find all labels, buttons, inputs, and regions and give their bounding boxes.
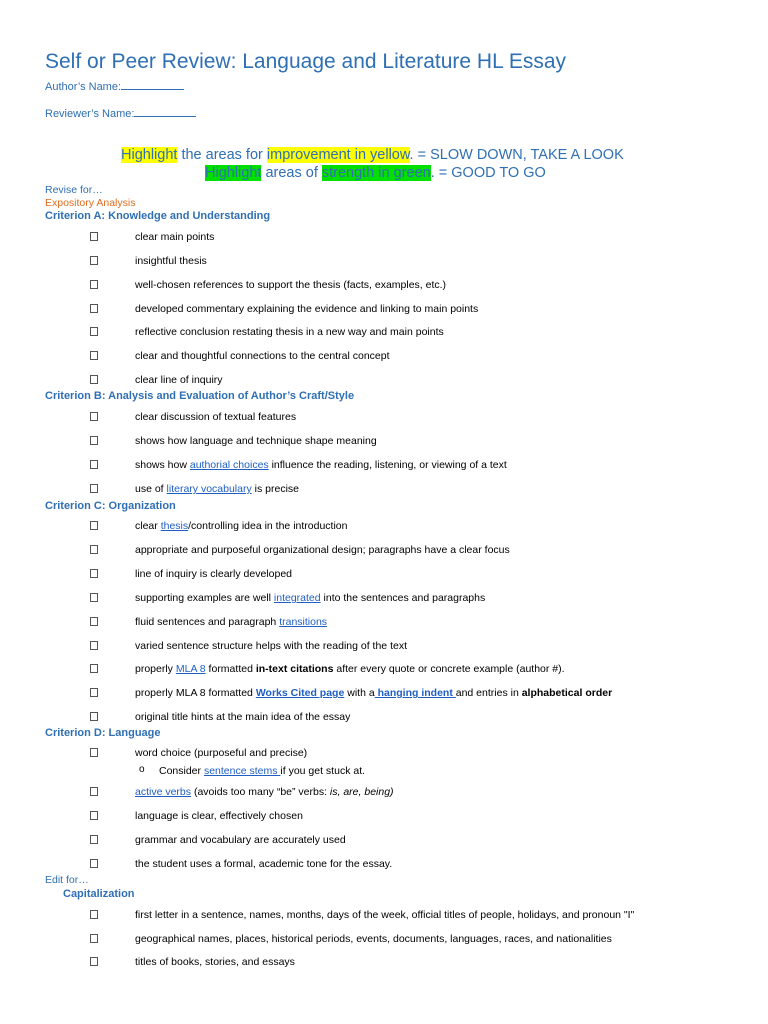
checkbox-icon[interactable]: [90, 748, 98, 757]
list-item: [135, 459, 507, 471]
checkbox-icon[interactable]: [90, 545, 98, 554]
checkbox-icon[interactable]: [90, 256, 98, 265]
item-text: shows how: [135, 459, 190, 471]
list-item: grammar and vocabulary are accurately used: [135, 834, 346, 846]
checkbox-icon[interactable]: [90, 232, 98, 241]
circle-bullet-icon: o: [139, 764, 145, 775]
checkbox-icon[interactable]: [90, 484, 98, 493]
list-item: [135, 786, 394, 798]
alphabetical-order-bold: alphabetical order: [521, 687, 613, 699]
list-item: clear and thoughtful connections to the central concept: [135, 350, 390, 362]
author-name-field: [45, 78, 184, 93]
sentence-stems-link[interactable]: sentence stems: [203, 765, 281, 777]
reviewer-name-field: [45, 105, 196, 120]
instruction-green: [205, 165, 546, 181]
checkbox-icon[interactable]: [90, 641, 98, 650]
yellow-highlight-text: improvement in yellow: [266, 147, 410, 163]
checkbox-icon[interactable]: [90, 460, 98, 469]
criterion-a-heading: Criterion A: Knowledge and Understanding: [45, 210, 271, 222]
transitions-link[interactable]: transitions: [279, 616, 328, 628]
author-name-label: Author’s Name:: [45, 81, 122, 93]
instruction-text: . = GOOD TO GO: [430, 165, 546, 181]
in-text-citations-bold: in-text citations: [255, 663, 334, 675]
checkbox-icon[interactable]: [90, 835, 98, 844]
criterion-d-heading: Criterion D: Language: [45, 727, 161, 739]
criterion-c-heading: Criterion C: Organization: [45, 500, 176, 512]
list-item: clear discussion of textual features: [135, 411, 297, 423]
checkbox-icon[interactable]: [90, 521, 98, 530]
item-text: into the sentences and paragraphs: [320, 592, 486, 604]
item-text: use of: [135, 483, 167, 495]
instruction-text: areas of: [261, 165, 322, 181]
hanging-indent-link[interactable]: hanging indent: [374, 687, 456, 699]
item-text: influence the reading, listening, or viewing of a text: [268, 459, 507, 471]
list-item: titles of books, stories, and essays: [135, 956, 295, 968]
list-item: [135, 483, 299, 495]
instruction-text: . = SLOW DOWN, TAKE A LOOK: [409, 147, 624, 163]
checkbox-icon[interactable]: [90, 712, 98, 721]
list-item: original title hints at the main idea of the essay: [135, 711, 351, 723]
list-item: [135, 663, 565, 675]
list-item: insightful thesis: [135, 255, 207, 267]
checkbox-icon[interactable]: [90, 811, 98, 820]
checkbox-icon[interactable]: [90, 569, 98, 578]
checkbox-icon[interactable]: [90, 617, 98, 626]
checkbox-icon[interactable]: [90, 934, 98, 943]
list-item: [135, 592, 485, 604]
checkbox-icon[interactable]: [90, 412, 98, 421]
green-highlight-text: strength in green: [321, 165, 431, 181]
item-text: clear: [135, 520, 161, 532]
author-name-blank: [121, 78, 184, 90]
item-text: is precise: [251, 483, 299, 495]
list-item: [135, 520, 347, 532]
checkbox-icon[interactable]: [90, 910, 98, 919]
integrated-link[interactable]: integrated: [273, 592, 321, 604]
works-cited-link[interactable]: Works Cited page: [255, 687, 345, 699]
highlight-word: Highlight: [121, 147, 178, 163]
checkbox-icon[interactable]: [90, 436, 98, 445]
checkbox-icon[interactable]: [90, 688, 98, 697]
checkbox-icon[interactable]: [90, 787, 98, 796]
list-item: appropriate and purposeful organizational design; paragraphs have a clear focus: [135, 544, 510, 556]
checkbox-icon[interactable]: [90, 957, 98, 966]
checkbox-icon[interactable]: [90, 859, 98, 868]
item-text: and entries in: [455, 687, 522, 699]
list-item: clear line of inquiry: [135, 374, 223, 386]
item-text: formatted: [205, 663, 256, 675]
list-item: clear main points: [135, 231, 215, 243]
instruction-yellow: [121, 147, 624, 163]
page-title: Self or Peer Review: Language and Literature HL Essay: [45, 50, 567, 73]
list-item: well-chosen references to support the thesis (facts, examples, etc.): [135, 279, 447, 291]
checkbox-icon[interactable]: [90, 280, 98, 289]
item-text: /controlling idea in the introduction: [188, 520, 348, 532]
item-text: with a: [344, 687, 375, 699]
checkbox-icon[interactable]: [90, 327, 98, 336]
item-text: properly: [135, 663, 176, 675]
item-text: after every quote or concrete example (author #).: [333, 663, 565, 675]
be-verbs-italic: is, are, being): [329, 786, 394, 798]
revise-for-label: Revise for…: [45, 184, 103, 196]
checkbox-icon[interactable]: [90, 593, 98, 602]
list-item: shows how language and technique shape meaning: [135, 435, 377, 447]
item-text: (avoids too many “be” verbs:: [191, 786, 330, 798]
instruction-text: the areas for: [177, 147, 267, 163]
item-text: if you get stuck at.: [280, 765, 366, 777]
thesis-link[interactable]: thesis: [160, 520, 189, 532]
sub-list-item: [159, 765, 365, 777]
checkbox-icon[interactable]: [90, 304, 98, 313]
expository-label: Expository Analysis: [45, 197, 136, 209]
checkbox-icon[interactable]: [90, 664, 98, 673]
list-item: first letter in a sentence, names, months, days of the week, official titles of people, holidays, and pronoun "I": [135, 909, 635, 921]
item-text: Consider: [159, 765, 204, 777]
active-verbs-link[interactable]: active verbs: [135, 786, 192, 798]
list-item: the student uses a formal, academic tone for the essay.: [135, 858, 393, 870]
mla8-link[interactable]: MLA 8: [175, 663, 206, 675]
reviewer-name-blank: [134, 105, 196, 117]
literary-vocabulary-link[interactable]: literary vocabulary: [166, 483, 252, 495]
item-text: fluid sentences and paragraph: [135, 616, 280, 628]
item-text: supporting examples are well: [135, 592, 274, 604]
capitalization-heading: Capitalization: [63, 888, 135, 900]
authorial-choices-link[interactable]: authorial choices: [189, 459, 269, 471]
checkbox-icon[interactable]: [90, 375, 98, 384]
item-text: properly MLA 8 formatted: [135, 687, 256, 699]
list-item: geographical names, places, historical periods, events, documents, languages, races, and nationalities: [135, 933, 612, 945]
highlight-word: Highlight: [205, 165, 262, 181]
list-item: developed commentary explaining the evidence and linking to main points: [135, 303, 479, 315]
list-item: reflective conclusion restating thesis in a new way and main points: [135, 326, 444, 338]
list-item: language is clear, effectively chosen: [135, 810, 303, 822]
list-item: line of inquiry is clearly developed: [135, 568, 293, 580]
list-item: [135, 616, 327, 628]
list-item: [135, 687, 612, 699]
list-item: varied sentence structure helps with the reading of the text: [135, 640, 407, 652]
edit-for-label: Edit for…: [45, 874, 89, 886]
checkbox-icon[interactable]: [90, 351, 98, 360]
list-item: word choice (purposeful and precise): [135, 747, 308, 759]
reviewer-name-label: Reviewer’s Name:: [45, 108, 135, 120]
criterion-b-heading: Criterion B: Analysis and Evaluation of Author’s Craft/Style: [45, 390, 355, 402]
